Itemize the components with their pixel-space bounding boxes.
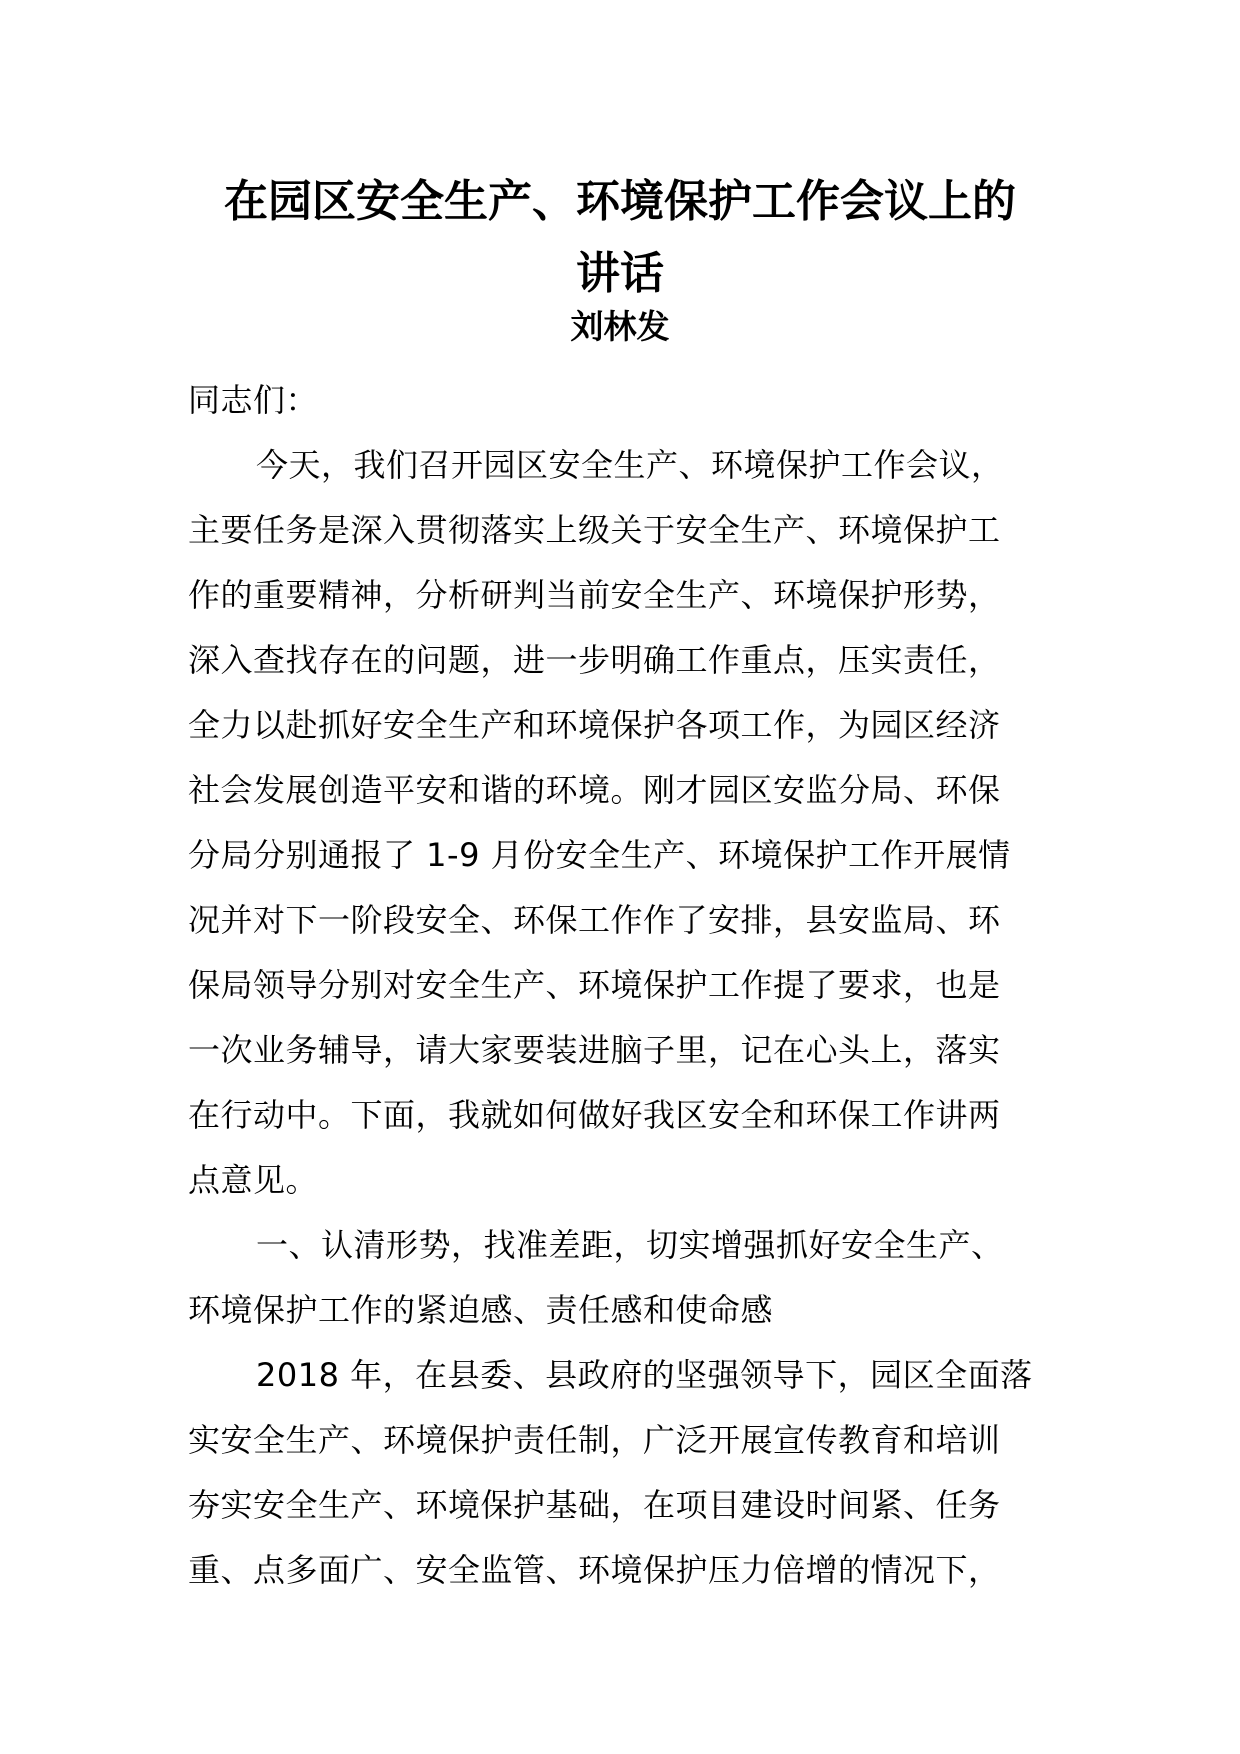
body-line: 保局领导分别对安全生产、环境保护工作提了要求，也是 [188, 966, 1001, 1004]
title-line-2: 讲话 [576, 248, 664, 299]
body-line: 实安全生产、环境保护责任制，广泛开展宣传教育和培训 [188, 1421, 1001, 1459]
body-line: 今天，我们召开园区安全生产、环境保护工作会议， [256, 446, 1004, 484]
section-heading-line: 环境保护工作的紧迫感、责任感和使命感 [188, 1291, 774, 1329]
body-line: 作的重要精神，分析研判当前安全生产、环境保护形势， [188, 576, 1001, 614]
body-line: 夯实安全生产、环境保护基础，在项目建设时间紧、任务 [188, 1486, 1001, 1524]
body-line: 2018 年，在县委、县政府的坚强领导下，园区全面落 [256, 1356, 1033, 1394]
author-name: 刘林发 [570, 307, 670, 346]
body-line: 深入查找存在的问题，进一步明确工作重点，压实责任， [188, 641, 1001, 679]
body-line: 重、点多面广、安全监管、环境保护压力倍增的情况下， [188, 1551, 1001, 1589]
body-line: 分局分别通报了 1-9 月份安全生产、环境保护工作开展情 [188, 836, 1011, 874]
document-body [188, 368, 1050, 1603]
document-title [180, 166, 1060, 310]
body-line: 一次业务辅导，请大家要装进脑子里，记在心头上，落实 [188, 1031, 1001, 1069]
salutation: 同志们： [188, 381, 319, 419]
body-line: 点意见。 [188, 1161, 319, 1199]
body-line: 况并对下一阶段安全、环保工作作了安排，县安监局、环 [188, 901, 1001, 939]
body-line: 全力以赴抓好安全生产和环境保护各项工作，为园区经济 [188, 706, 1001, 744]
body-line: 主要任务是深入贯彻落实上级关于安全生产、环境保护工 [188, 511, 1001, 549]
section-heading-line: 一、认清形势，找准差距，切实增强抓好安全生产、 [256, 1226, 1004, 1264]
body-line: 社会发展创造平安和谐的环境。刚才园区安监分局、环保 [188, 771, 1001, 809]
body-line: 在行动中。下面，我就如何做好我区安全和环保工作讲两 [188, 1096, 1001, 1134]
title-line-1: 在园区安全生产、环境保护工作会议上的 [224, 176, 1016, 227]
